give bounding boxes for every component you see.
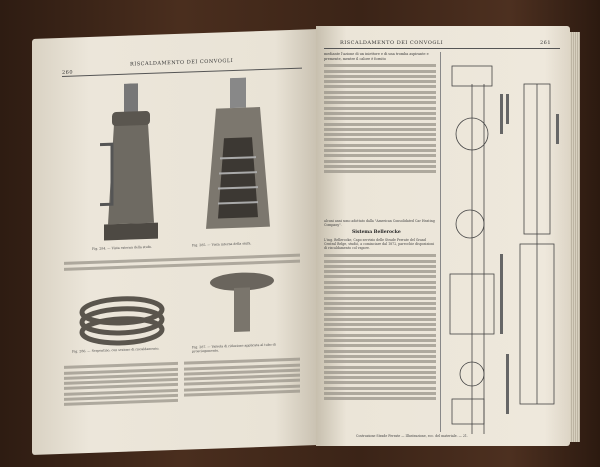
caption-fig-285: Fig. 285. — Vista interna della stufa. — [192, 241, 252, 248]
section-text: L'ing. Bellerocke, Capo servizio delle Strade Ferrate del Grand Central Belge, studiò, a cominciare dal 1872, parecchie disposizioni di riscaldamento col vapore. — [324, 238, 435, 250]
open-book — [24, 12, 580, 450]
section-title: Sistema Bellerocke — [352, 230, 401, 235]
body-text-column-2 — [184, 356, 300, 399]
running-head-right: RISCALDAMENTO DEI CONVOGLI — [340, 40, 444, 46]
first-line: mediante l'azione di un iniettore e di una tromba aspirante e premente, mentre il calore è fornito — [324, 52, 429, 61]
page-edges — [570, 32, 580, 442]
stove-exterior-illustration — [92, 82, 182, 245]
running-head-left: RISCALDAMENTO DEI CONVOGLI — [130, 57, 234, 68]
valve-illustration — [202, 268, 282, 341]
coil-illustration — [72, 274, 172, 347]
right-page — [316, 26, 570, 446]
text-fragment: alcuni anni sono adottato dalla "American Consolidated Car Heating Company". — [324, 219, 435, 227]
body-text-right — [324, 52, 436, 61]
stove-interior-illustration — [202, 76, 282, 241]
left-page — [32, 29, 318, 455]
caption-fig-287: Fig. 287. — Valvola di riduzione applicata al tubo di prosciugamento. — [192, 342, 276, 354]
page-number-left: 260 — [62, 69, 74, 76]
heating-system-technical-drawing — [444, 54, 562, 434]
column-rule — [440, 52, 441, 432]
caption-fig-286: Fig. 286. — Serpentino, con sezione di riscaldamento. — [72, 346, 160, 354]
body-text-block-1 — [324, 62, 436, 176]
body-text-column-1 — [64, 360, 178, 409]
page-number-right: 261 — [540, 40, 552, 46]
header-rule — [62, 68, 302, 77]
caption-fig-284: Fig. 284. — Vista esterna della stufa. — [92, 244, 152, 251]
header-rule — [324, 48, 560, 49]
body-text-block-2 — [324, 252, 436, 403]
page-footer: Costruzione Strade Ferrate — Illustrazione, ecc. del materiale. — 21. — [356, 434, 468, 438]
